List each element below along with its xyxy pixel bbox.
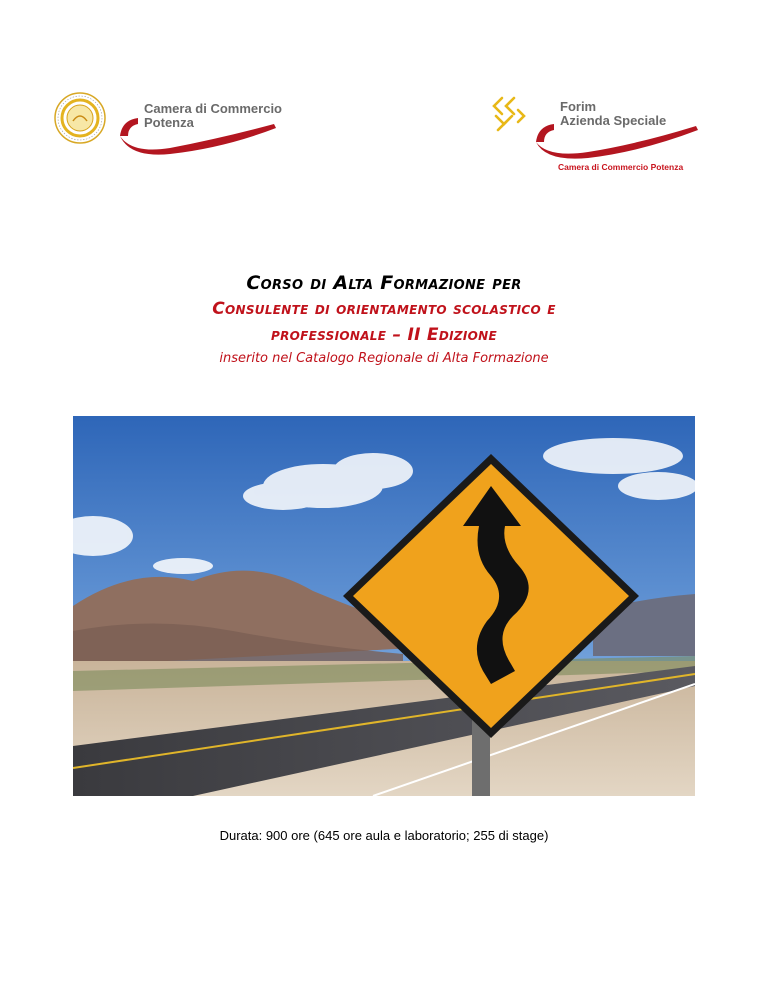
title-line-3: professionale – II Edizione [271,325,497,345]
logo-right-subtitle: Camera di Commercio Potenza [558,162,684,172]
title-subtitle: inserito nel Catalogo Regionale di Alta Formazione [219,351,549,366]
road-sign-photo [73,416,695,796]
title-line-1: Corso di Alta Formazione per [246,272,522,294]
camera-commercio-logo [52,88,282,160]
logo-right-line2: Azienda Speciale [560,113,667,128]
course-title-block [0,270,768,368]
logo-right-line1: Forim [560,99,597,114]
logo-left-line2: Potenza [144,115,194,130]
title-line-2: Consulente di orientamento scolastico e [212,299,556,319]
course-duration: Durata: 900 ore (645 ore aula e laboratorio; 255 di stage) [219,828,549,843]
forim-logo [488,92,708,174]
logo-left-line1: Camera di Commercio [144,101,282,116]
